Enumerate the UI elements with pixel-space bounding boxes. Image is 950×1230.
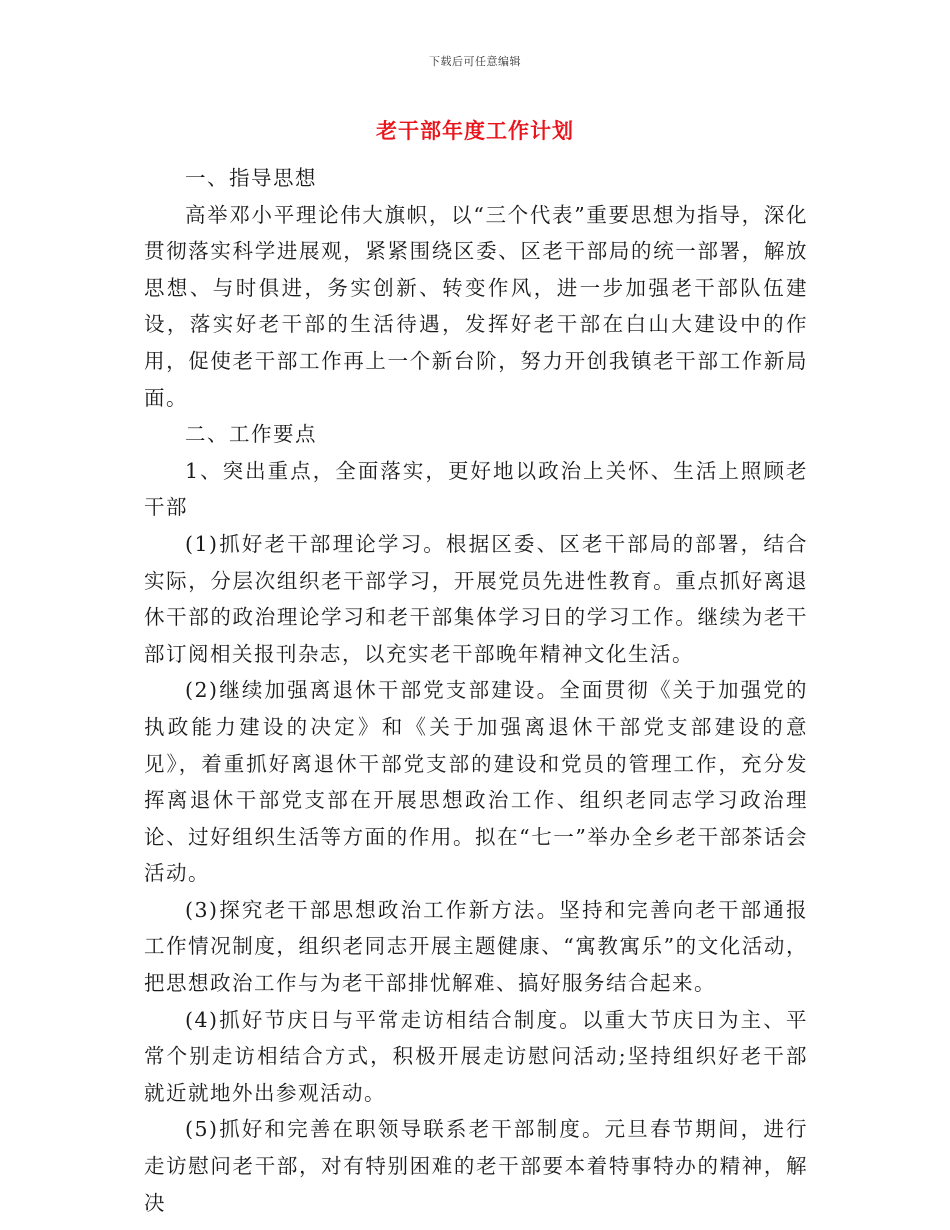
subheading-point-1: 1、突出重点，全面落实，更好地以政治上关怀、生活上照顾老干部 [144,458,808,520]
paragraph-guiding-thought: 高举邓小平理论伟大旗帜，以“三个代表”重要思想为指导，深化贯彻落实科学进展观，紧紧围绕区委、区老干部局的统一部署，解放思想、与时俱进，务实创新、转变作风，进一步加强老干部队伍建设，落实好老干部的生活待遇，发挥好老干部在白山大建设中的作用，促使老干部工作再上一个新台阶，努力开创我镇老干部工作新局面。 [144,202,808,410]
section-heading-guiding-thought: 一、指导思想 [185,166,317,190]
paragraph-item-1: (1)抓好老干部理论学习。根据区委、区老干部局的部署，结合实际，分层次组织老干部学习，开展党员先进性教育。重点抓好离退休干部的政治理论学习和老干部集体学习日的学习工作。继续为老干部订阅相关报刊杂志，以充实老干部晚年精神文化生活。 [144,531,808,666]
header-note: 下载后可任意编辑 [429,55,521,68]
paragraph-item-4: (4)抓好节庆日与平常走访相结合制度。以重大节庆日为主、平常个别走访相结合方式，积极开展走访慰问活动;坚持组织好老干部就近就地外出参观活动。 [144,1007,808,1105]
document-title: 老干部年度工作计划 [376,118,574,143]
paragraph-item-2: (2)继续加强离退休干部党支部建设。全面贯彻《关于加强党的执政能力建设的决定》和《关于加强离退休干部党支部建设的意见》，着重抓好离退休干部党支部的建设和党员的管理工作，充分发挥离退休干部党支部在开展思想政治工作、组织老同志学习政治理论、过好组织生活等方面的作用。拟在“七一”举办全乡老干部茶话会活动。 [144,678,808,886]
section-heading-work-points: 二、工作要点 [185,422,317,447]
document-body [144,160,808,1221]
paragraph-item-5: (5)抓好和完善在职领导联系老干部制度。元旦春节期间，进行走访慰问老干部，对有特别困难的老干部要本着特事特办的精神，解决 [144,1117,808,1215]
paragraph-item-3: (3)探究老干部思想政治工作新方法。坚持和完善向老干部通报工作情况制度，组织老同志开展主题健康、“寓教寓乐”的文化活动，把思想政治工作与为老干部排忧解难、搞好服务结合起来。 [144,897,808,996]
